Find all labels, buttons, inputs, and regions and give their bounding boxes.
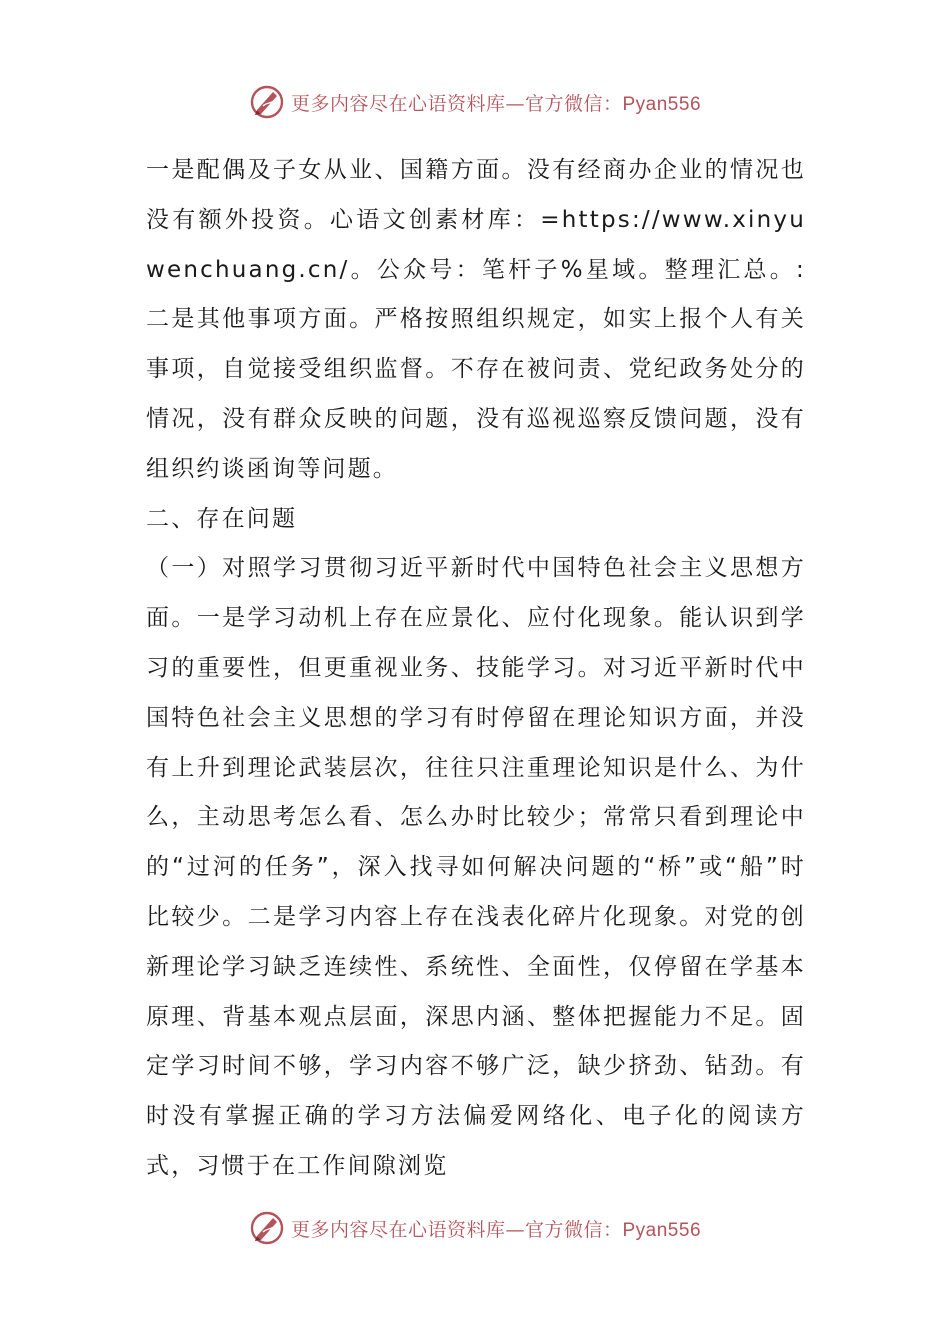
watermark-text: 更多内容尽在心语资料库—官方微信：Pyan556 — [290, 1218, 702, 1241]
watermark-header — [0, 82, 950, 122]
watermark-text: 更多内容尽在心语资料库—官方微信：Pyan556 — [290, 92, 702, 115]
paragraph-personal-matters: 一是配偶及子女从业、国籍方面。没有经商办企业的情况也没有额外投资。心语文创素材库：=https://www.xinyuwenchuang.cn/。公众号：笔杆子%星域。整理汇总。:二是其他事项方面。严格按照组织规定，如实上报个人有关事项，自觉接受组织监督。不存在被问责、党纪政务处分的情况，没有群众反映的问题，没有巡视巡察反馈问题，没有组织约谈函询等问题。 — [146, 157, 806, 482]
pen-logo-icon — [249, 1210, 285, 1246]
paragraph-study-problems: （一）对照学习贯彻习近平新时代中国特色社会主义思想方面。一是学习动机上存在应景化、应付化现象。能认识到学习的重要性，但更重视业务、技能学习。对习近平新时代中国特色社会主义思想的学习有时停留在理论知识方面，并没有上升到理论武装层次，往往只注重理论知识是什么、为什么，主动思考怎么看、怎么办时比较少；常常只看到理论中的“过河的任务”，深入找寻如何解决问题的“桥”或“船”时比较少。二是学习内容上存在浅表化碎片化现象。对党的创新理论学习缺乏连续性、系统性、全面性，仅停留在学基本原理、背基本观点层面，深思内涵、整体把握能力不足。固定学习时间不够，学习内容不够广泛，缺少挤劲、钻劲。有时没有掌握正确的学习方法偏爱网络化、电子化的阅读方式，习惯于在工作间隙浏览 — [146, 555, 806, 1179]
watermark-footer — [0, 1208, 950, 1248]
document-body — [146, 146, 806, 1192]
section-heading-problems: 二、存在问题 — [146, 505, 298, 532]
watermark-handle: Pyan556 — [622, 1219, 702, 1241]
pen-logo-icon — [249, 84, 285, 120]
watermark-handle: Pyan556 — [622, 93, 702, 115]
